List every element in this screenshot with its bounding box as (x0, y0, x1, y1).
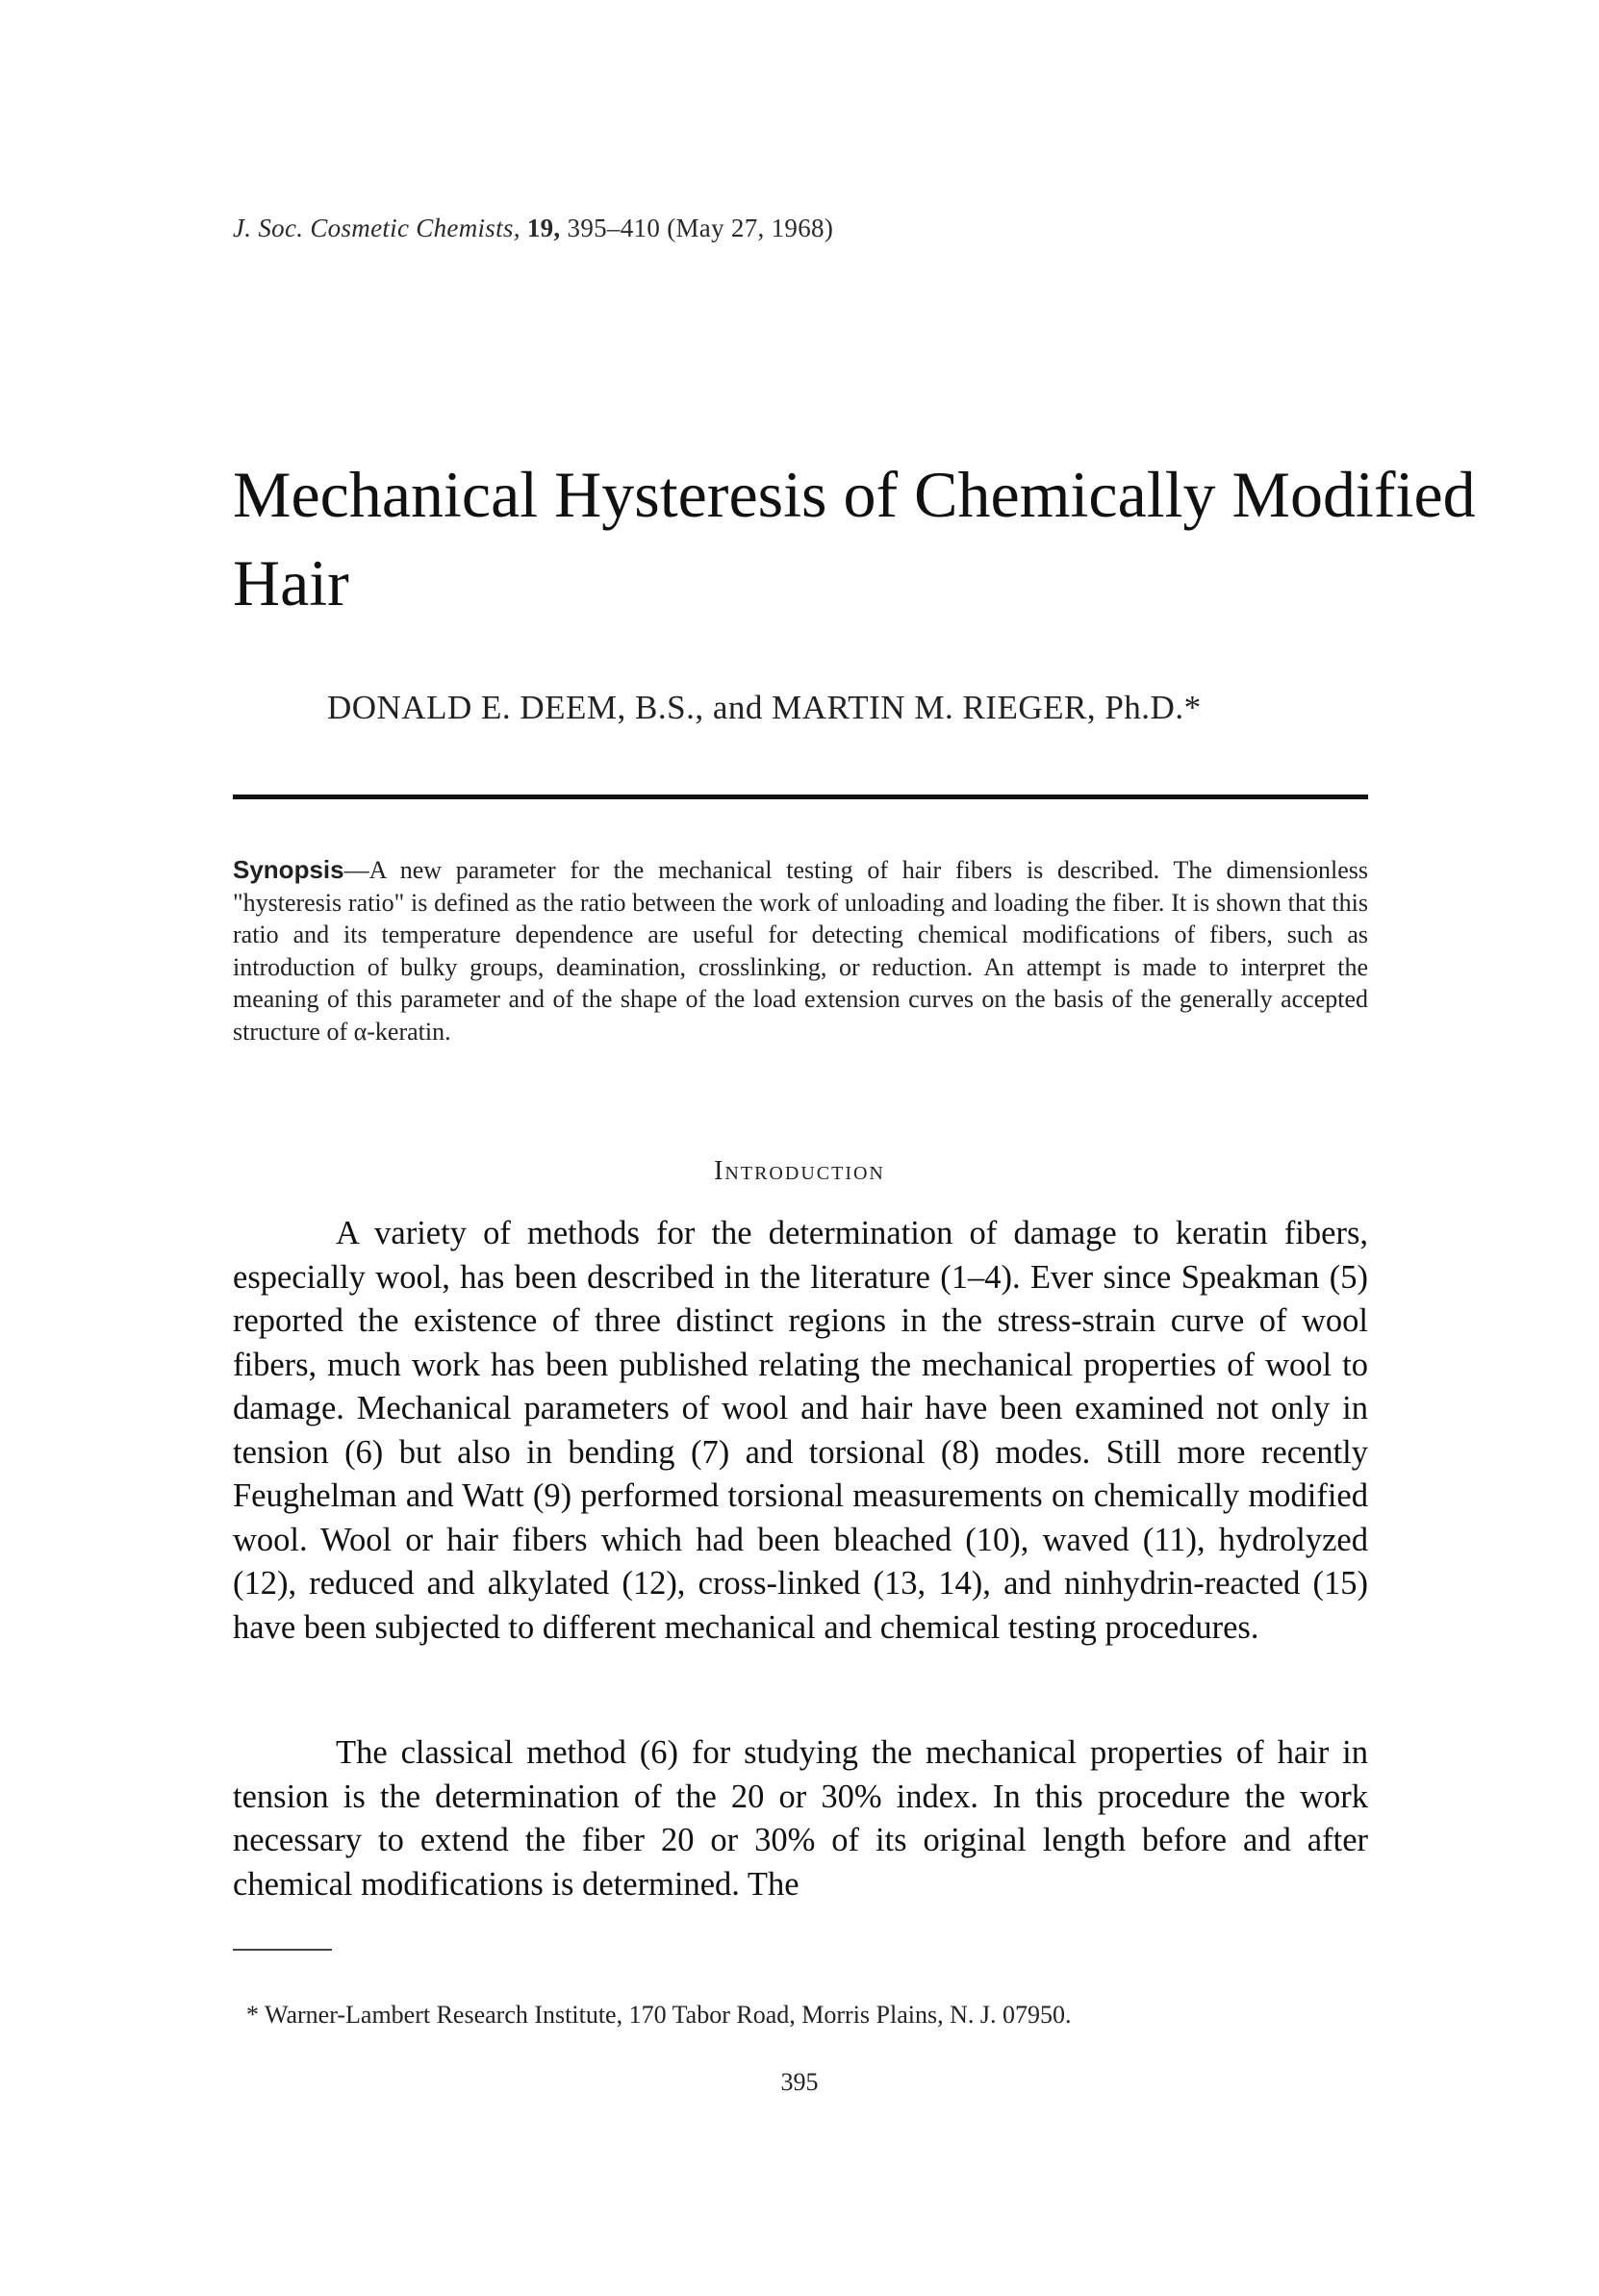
article-authors: DONALD E. DEEM, B.S., and MARTIN M. RIEGER, Ph.D.* (327, 689, 1202, 726)
author-affiliation-footnote: * Warner-Lambert Research Institute, 170 Tabor Road, Morris Plains, N. J. 07950. (246, 2001, 1072, 2029)
synopsis-label: Synopsis (233, 855, 344, 884)
synopsis-text: —A new parameter for the mechanical testing of hair fibers is described. The dimensionless "hysteresis ratio" is defined as the ratio between the work of unloading and loading the fiber. It is shown that this ratio and its temperature dependence are useful for detecting chemical modifications of fibers, such as introduction of bulky groups, deamination, crosslinking, or reduction. An attempt is made to interpret the meaning of this parameter and of the shape of the load extension curves on the basis of the generally accepted structure of α-keratin. (233, 856, 1368, 1046)
journal-volume: 19, (526, 214, 561, 242)
page-number: 395 (780, 2068, 819, 2096)
journal-citation: J. Soc. Cosmetic Chemists, (233, 214, 520, 242)
journal-pages-date: 395–410 (May 27, 1968) (567, 214, 834, 242)
running-head (233, 214, 833, 243)
article-title: Mechanical Hysteresis of Chemically Modified Hair (233, 458, 1476, 619)
footnote-divider (233, 1949, 332, 1951)
section-heading-introduction: Introduction (714, 1156, 885, 1186)
title-divider (233, 795, 1368, 799)
body-paragraph: The classical method (6) for studying the mechanical properties of hair in tension is the determination of the 20 or 30% index. In this procedure the work necessary to extend the fiber 20 or 30% of its original length before and after chemical modifications is determined. The (233, 1734, 1368, 1903)
body-paragraph: A variety of methods for the determination of damage to keratin fibers, especially wool, has been described in the literature (1–4). Ever since Speakman (5) reported the existence of three distinct regions in the stress-strain curve of wool fibers, much work has been published relating the mechanical properties of wool to damage. Mechanical parameters of wool and hair have been examined not only in tension (6) but also in bending (7) and torsional (8) modes. Still more recently Feughelman and Watt (9) performed torsional measurements on chemically modified wool. Wool or hair fibers which had been bleached (10), waved (11), hydrolyzed (12), reduced and alkylated (12), cross-linked (13, 14), and ninhydrin-reacted (15) have been subjected to different mechanical and chemical testing procedures. (233, 1215, 1368, 1646)
synopsis (233, 854, 1368, 1047)
